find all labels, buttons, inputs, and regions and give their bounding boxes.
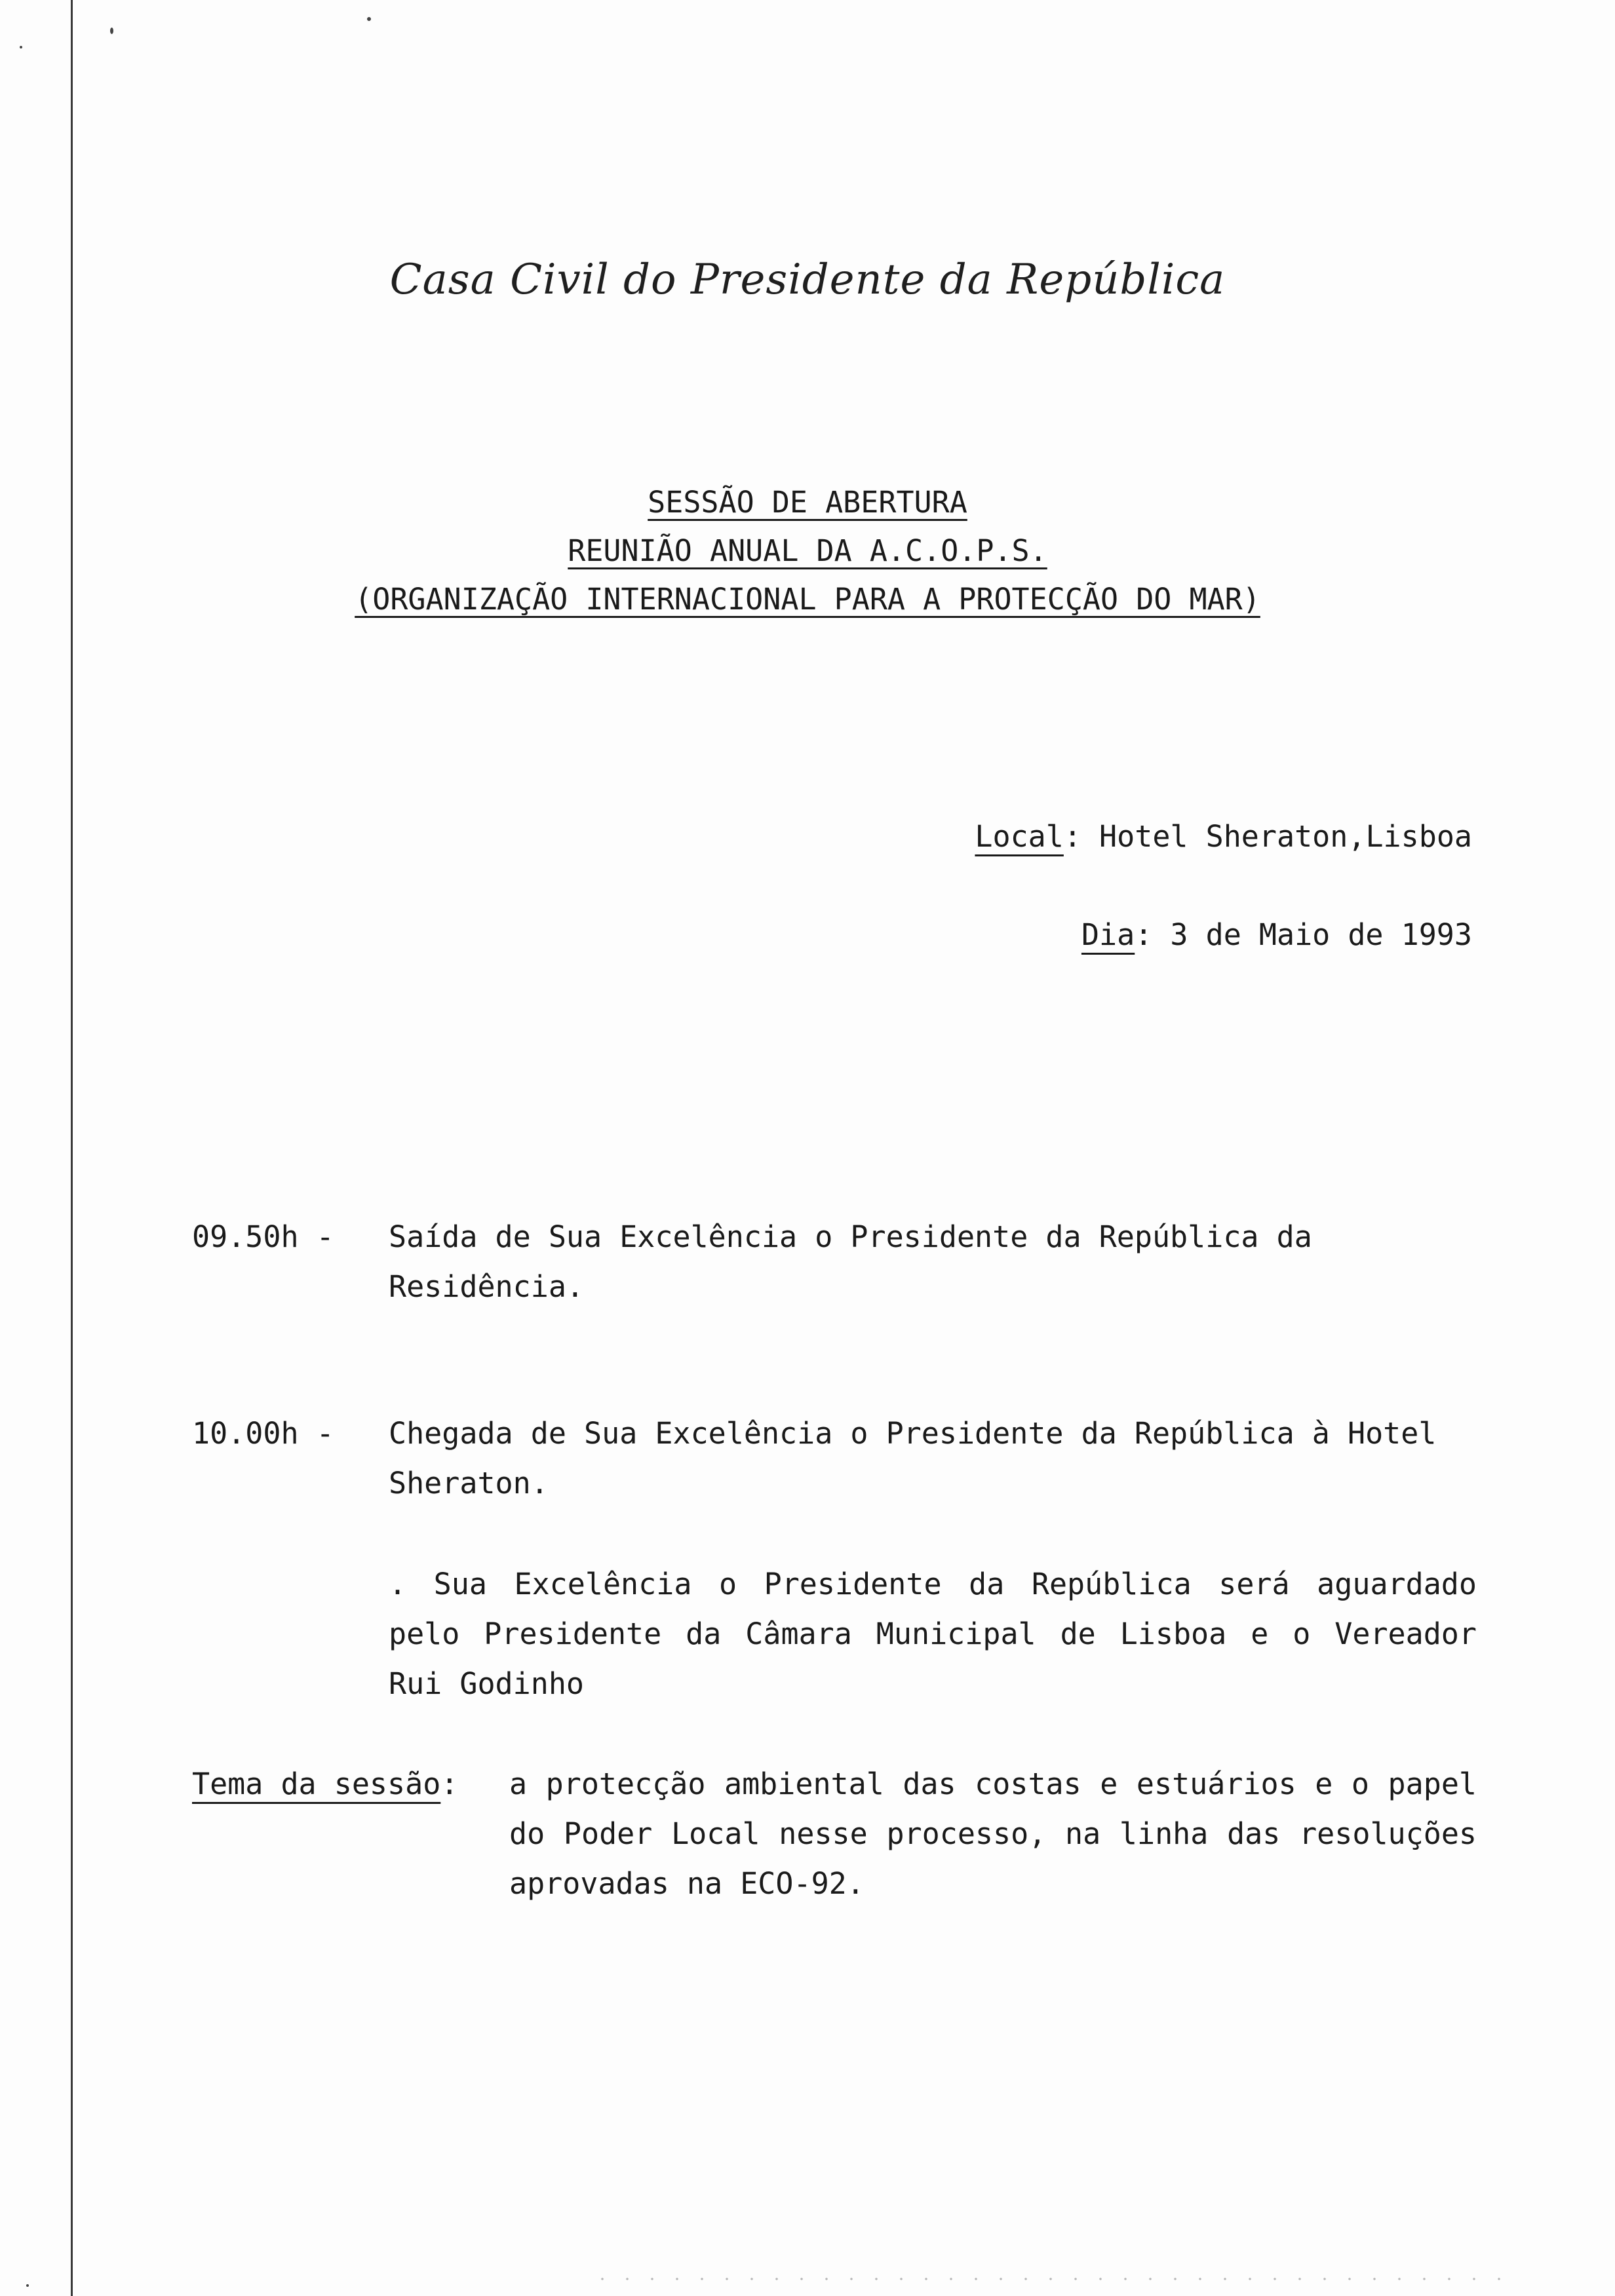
location-line: Local: Hotel Sheraton,Lisboa <box>975 819 1472 854</box>
scan-speck <box>367 17 371 21</box>
theme-text: a protecção ambiental das costas e estuários e o papel do Poder Local nesse processo, na linha das resoluções aprovadas na ECO-92. <box>509 1767 1477 1901</box>
title-line: REUNIÃO ANUAL DA A.C.O.P.S. <box>568 533 1047 568</box>
title-line: SESSÃO DE ABERTURA <box>648 485 967 520</box>
schedule-text: Chegada de Sua Excelência o Presidente da República à Hotel Sheraton. <box>389 1416 1437 1501</box>
date-label: Dia <box>1081 917 1135 952</box>
scan-speck <box>20 46 22 48</box>
location-label: Local <box>975 819 1064 854</box>
schedule-text: Saída de Sua Excelência o Presidente da República da Residência. <box>389 1219 1312 1304</box>
schedule-time: 09.50h - <box>192 1219 334 1254</box>
letterhead: Casa Civil do Presidente da República <box>389 256 1226 304</box>
title-line: (ORGANIZAÇÃO INTERNACIONAL PARA A PROTECÇÃO DO MAR) <box>355 582 1260 617</box>
reception-note: . Sua Excelência o Presidente da República será aguardado pelo Presidente da Câmara Municipal de Lisboa e o Vereador Rui Godinho <box>389 1567 1477 1701</box>
date-line: Dia: 3 de Maio de 1993 <box>1081 917 1472 952</box>
schedule-time: 10.00h - <box>192 1416 334 1451</box>
theme-label: Tema da sessão: <box>192 1767 459 1801</box>
scan-speck <box>110 28 113 34</box>
scan-noise <box>590 2277 1508 2281</box>
location-value: Hotel Sheraton,Lisboa <box>1081 819 1472 854</box>
document-title <box>0 478 1615 624</box>
scan-speck <box>26 2284 29 2287</box>
page-margin-line <box>71 0 73 2296</box>
date-value: 3 de Maio de 1993 <box>1152 917 1472 952</box>
